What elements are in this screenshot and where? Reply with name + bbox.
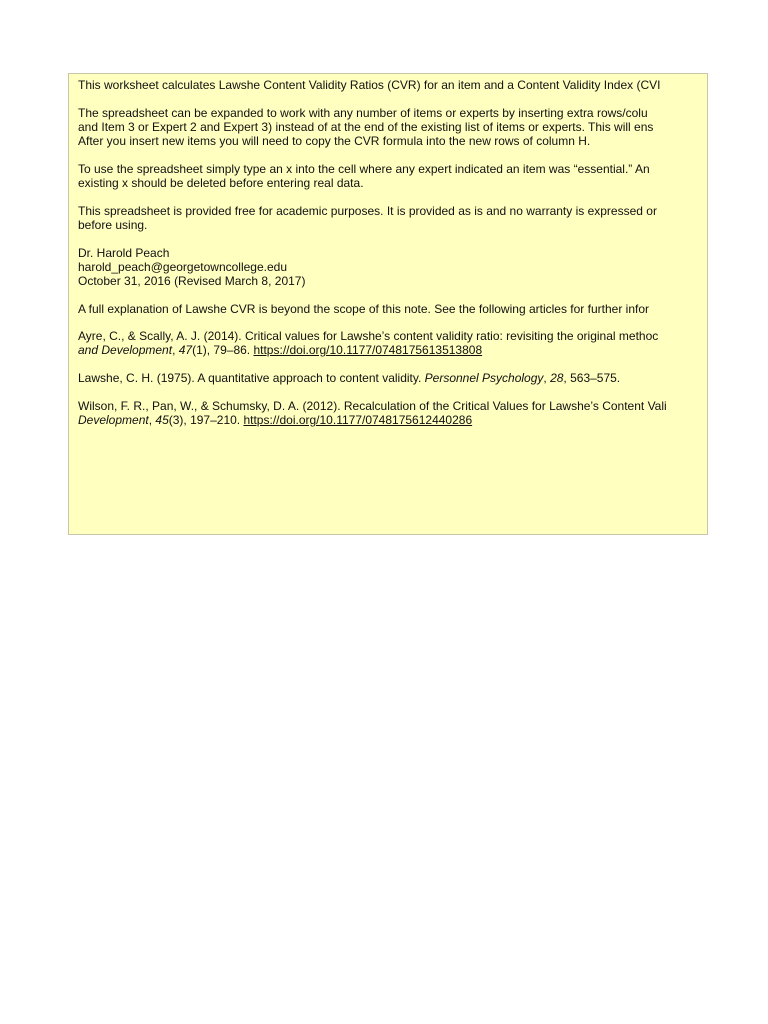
reference-ayre-issue-pages: (1), 79–86. (192, 343, 254, 357)
reference-lawshe-authors-title: Lawshe, C. H. (1975). A quantitative approach to content validity. (78, 371, 425, 385)
reference-wilson-doi-link[interactable]: https://doi.org/10.1177/0748175612440286 (243, 413, 473, 427)
reference-ayre-journal: and Development (78, 343, 173, 357)
reference-wilson (78, 399, 708, 427)
reference-wilson-line-2 (78, 413, 708, 427)
reference-lawshe-volume: 28 (550, 371, 564, 385)
license-line-2: before using. (78, 218, 148, 232)
reference-lawshe (78, 371, 708, 385)
reference-ayre-line-1: Ayre, C., & Scally, A. J. (2014). Critical values for Lawshe’s content validity ratio: revisiting the original methoc (78, 329, 659, 343)
intro-line: This worksheet calculates Lawshe Content Validity Ratios (CVR) for an item and a Content Validity Index (CVI (78, 78, 661, 92)
expand-paragraph (78, 106, 708, 148)
explanation-paragraph (78, 302, 708, 316)
expand-line-1: The spreadsheet can be expanded to work with any number of items or experts by inserting extra rows/colu (78, 106, 648, 120)
expand-line-3: After you insert new items you will need to copy the CVR formula into the new rows of column H. (78, 134, 591, 148)
usage-line-2: existing x should be deleted before entering real data. (78, 176, 364, 190)
reference-wilson-issue-pages: (3), 197–210. (168, 413, 244, 427)
reference-wilson-volume: 45 (155, 413, 169, 427)
license-paragraph (78, 204, 708, 232)
reference-wilson-journal: Development (78, 413, 149, 427)
reference-ayre (78, 329, 708, 357)
usage-paragraph (78, 162, 708, 190)
reference-ayre-sep: , (172, 343, 179, 357)
license-line-1: This spreadsheet is provided free for academic purposes. It is provided as is and no warranty is expressed or (78, 204, 657, 218)
note-text-box[interactable] (68, 73, 708, 535)
expand-line-2: and Item 3 or Expert 2 and Expert 3) instead of at the end of the existing list of items or experts. This will ens (78, 120, 654, 134)
reference-lawshe-pages: , 563–575. (563, 371, 621, 385)
author-name: Dr. Harold Peach (78, 246, 170, 260)
reference-wilson-sep: , (148, 413, 156, 427)
reference-lawshe-line (78, 371, 708, 385)
intro-paragraph (78, 78, 708, 92)
author-date: October 31, 2016 (Revised March 8, 2017) (78, 274, 306, 288)
reference-lawshe-sep: , (543, 371, 551, 385)
reference-wilson-line-1: Wilson, F. R., Pan, W., & Schumsky, D. A. (2012). Recalculation of the Critical Values for Lawshe’s Content Vali (78, 399, 667, 413)
author-email: harold_peach@georgetowncollege.edu (78, 260, 288, 274)
reference-ayre-volume: 47 (178, 343, 193, 357)
reference-ayre-doi-link[interactable]: https://doi.org/10.1177/0748175613513808 (253, 343, 483, 357)
note-content (78, 78, 708, 441)
reference-ayre-line-2 (78, 343, 708, 357)
usage-line-1: To use the spreadsheet simply type an x into the cell where any expert indicated an item was “essential.” An (78, 162, 650, 176)
explanation-line: A full explanation of Lawshe CVR is beyond the scope of this note. See the following articles for further infor (78, 302, 649, 316)
author-block (78, 246, 708, 288)
reference-lawshe-journal: Personnel Psychology (424, 371, 544, 385)
